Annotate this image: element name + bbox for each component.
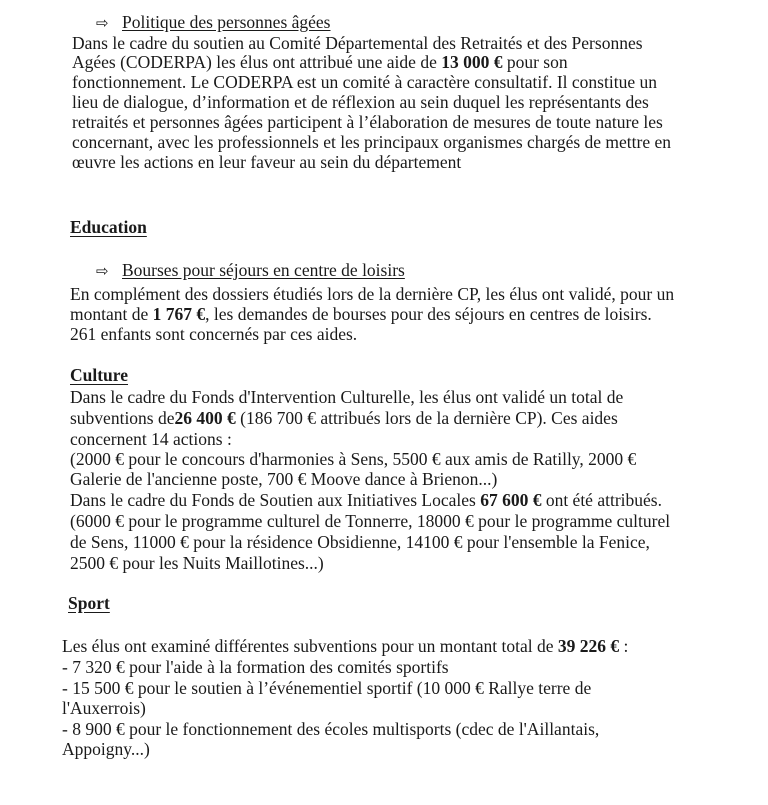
paragraph-line: concernant, avec les professionnels et les principaux organismes chargés de mettre en	[72, 132, 671, 152]
list-item: - 8 900 € pour le fonctionnement des écoles multisports (cdec de l'Aillantais,	[62, 719, 600, 739]
paragraph-line: Les élus ont examiné différentes subventions pour un montant total de 39 226 € :	[62, 636, 629, 656]
list-item: - 7 320 € pour l'aide à la formation des comités sportifs	[62, 657, 449, 677]
paragraph-line: Dans le cadre du soutien au Comité Départemental des Retraités et des Personnes	[72, 33, 643, 53]
heading-culture: Culture	[70, 365, 129, 385]
amount-bold: 39 226 €	[557, 636, 620, 656]
arrow-right-icon: ⇨	[96, 14, 109, 32]
paragraph-line: subventions de26 400 € (186 700 € attribués lors de la dernière CP). Ces aides	[70, 408, 618, 428]
list-item-continuation: Appoigny...)	[62, 739, 150, 759]
paragraph-line: (6000 € pour le programme culturel de Tonnerre, 18000 € pour le programme culturel	[70, 511, 671, 531]
heading-sport: Sport	[68, 593, 110, 613]
amount-bold: 26 400 €	[174, 408, 236, 428]
paragraph-line: fonctionnement. Le CODERPA est un comité à caractère consultatif. Il constitue un	[72, 72, 657, 92]
list-item-continuation: l'Auxerrois)	[62, 698, 146, 718]
paragraph-line: 2500 € pour les Nuits Maillotines...)	[70, 553, 324, 573]
paragraph-line: de Sens, 11000 € pour la résidence Obsidienne, 14100 € pour l'ensemble la Fenice,	[70, 532, 650, 552]
paragraph-line: Dans le cadre du Fonds d'Intervention Culturelle, les élus ont validé un total de	[70, 387, 624, 407]
paragraph-line: (2000 € pour le concours d'harmonies à Sens, 5500 € aux amis de Ratilly, 2000 €	[70, 449, 637, 469]
amount-bold: 1 767 €	[152, 304, 206, 324]
paragraph-line: montant de 1 767 €, les demandes de bourses pour des séjours en centres de loisirs.	[70, 304, 652, 324]
amount-bold: 67 600 €	[480, 490, 542, 510]
paragraph-line: Dans le cadre du Fonds de Soutien aux Initiatives Locales 67 600 € ont été attribués.	[70, 490, 662, 510]
paragraph-line: lieu de dialogue, d’information et de réflexion au sein duquel les représentants des	[72, 92, 649, 112]
paragraph-line: En complément des dossiers étudiés lors de la dernière CP, les élus ont validé, pour un	[70, 284, 675, 304]
paragraph-line: concernent 14 actions :	[70, 429, 232, 449]
subtitle-bourses: ⇨ Bourses pour séjours en centre de loisirs	[96, 260, 405, 280]
list-item: - 15 500 € pour le soutien à l’événementiel sportif (10 000 € Rallye terre de	[62, 678, 592, 698]
paragraph-line: retraités et personnes âgées participent à l’élaboration de mesures de toute nature les	[72, 112, 663, 132]
paragraph-line: Agées (CODERPA) les élus ont attribué une aide de 13 000 € pour son	[72, 52, 568, 72]
subtitle-personnes-agees: ⇨ Politique des personnes âgées	[96, 12, 331, 32]
heading-education: Education	[70, 217, 147, 237]
paragraph-line: œuvre les actions en leur faveur au sein du département	[72, 152, 462, 172]
amount-bold: 13 000 €	[441, 52, 503, 72]
arrow-right-icon: ⇨	[96, 262, 109, 280]
paragraph-line: Galerie de l'ancienne poste, 700 € Moove dance à Brienon...)	[70, 469, 498, 489]
paragraph-line: 261 enfants sont concernés par ces aides.	[70, 324, 358, 344]
